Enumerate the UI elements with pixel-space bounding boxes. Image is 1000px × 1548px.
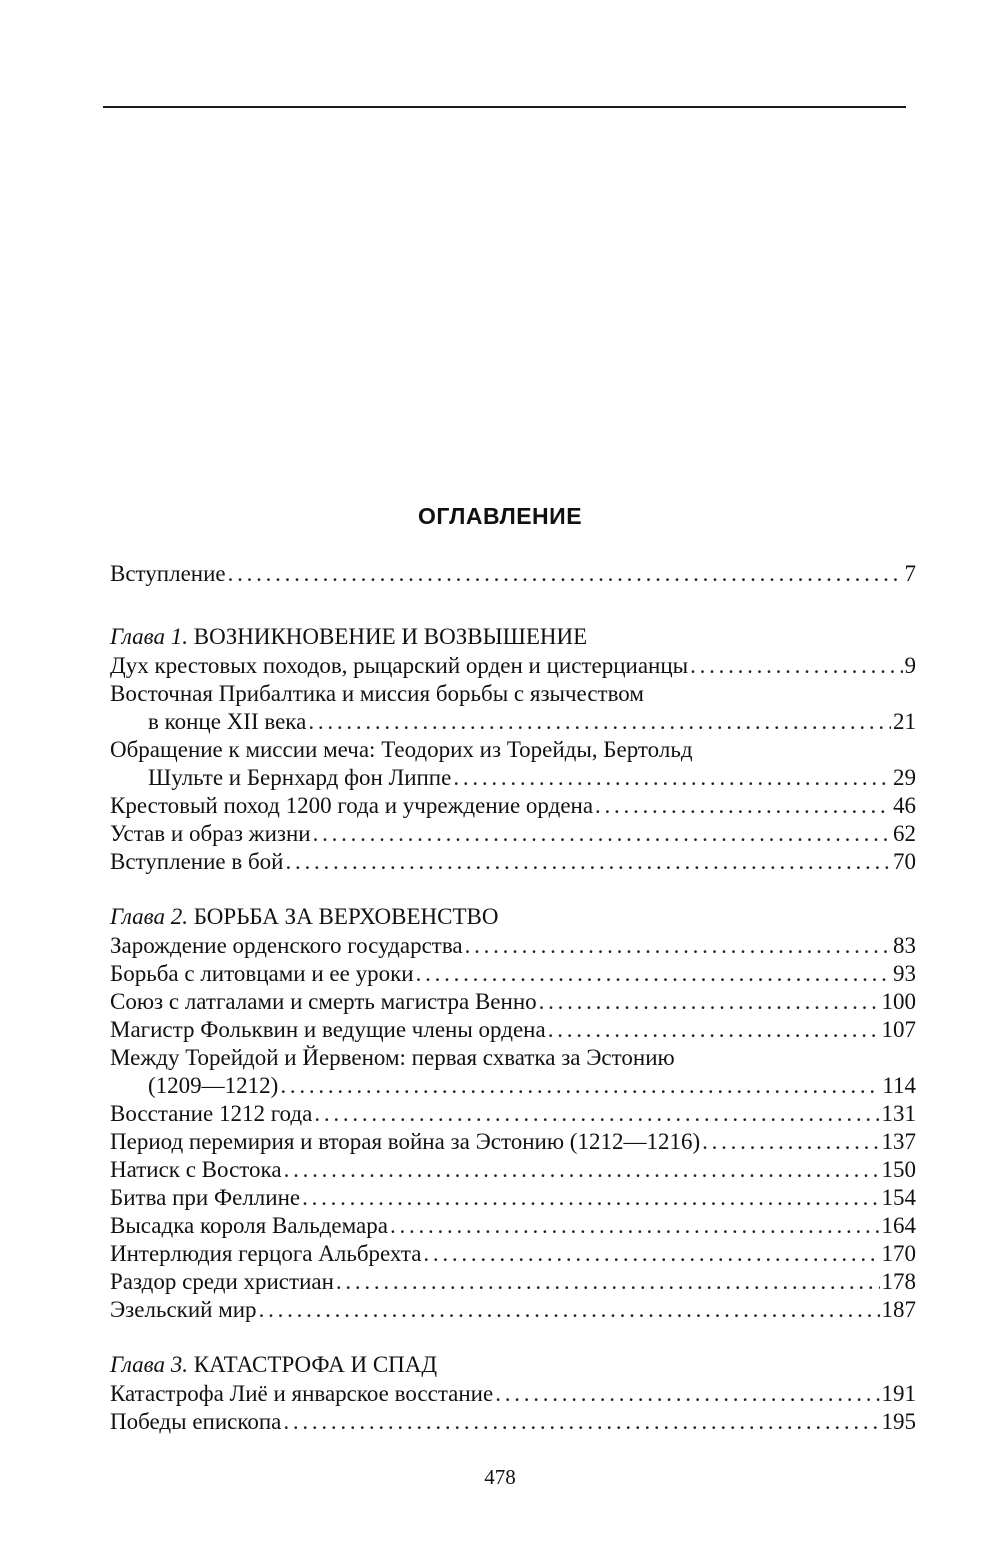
leader-dots [453,764,891,792]
entry-title: Высадка короля Вальдемара [110,1213,388,1238]
entry-page: 93 [893,961,916,986]
page-number: 478 [484,1465,516,1489]
entry-title: Восстание 1212 года [110,1101,313,1126]
leader-dots [495,1380,879,1408]
toc-entry[interactable] [110,792,916,820]
entry-title: Катастрофа Лиё и январское восстание [110,1381,494,1406]
toc-entry[interactable] [110,932,916,960]
leader-dots [280,1072,880,1100]
entry-page: 178 [881,1269,916,1294]
leader-dots [313,820,891,848]
entry-title: Дух крестовых походов, рыцарский орден и цистерцианцы [110,653,689,678]
chapter-label: Глава 2. [110,904,188,929]
entry-page: 7 [904,561,916,586]
leader-dots [308,708,891,736]
entry-title: в конце XII века [148,709,307,734]
chapter-heading-3[interactable] [110,1350,916,1380]
toc-entry[interactable] [110,848,916,876]
leader-dots [539,988,880,1016]
entry-page: 170 [881,1241,916,1266]
chapter-title: КАТАСТРОФА И СПАД [193,1352,438,1377]
toc-title: ОГЛАВЛЕНИЕ [417,503,583,529]
toc-entry[interactable] [110,652,916,680]
leader-dots [284,1156,880,1184]
entry-page: 131 [881,1101,916,1126]
entry-title: Зарождение орденского государства [110,933,463,958]
toc-entry[interactable] [110,960,916,988]
entry-page: 62 [893,821,916,846]
entry-page: 100 [881,989,916,1014]
entry-title: Борьба с литовцами и ее уроки [110,961,414,986]
entry-title: Победы епископа [110,1409,282,1434]
toc-entry[interactable] [110,1072,916,1100]
entry-page: 195 [881,1409,916,1434]
chapter-label: Глава 1. [110,624,188,649]
chapter-title: БОРЬБА ЗА ВЕРХОВЕНСТВО [193,904,499,929]
toc-entry[interactable] [110,1184,916,1212]
entry-page: 9 [904,653,916,678]
leader-dots [390,1212,880,1240]
chapter-heading-1[interactable] [110,622,916,652]
leader-dots [548,1016,880,1044]
entry-page: 107 [881,1017,916,1042]
entry-page: 70 [893,849,916,874]
toc-entry[interactable] [110,1380,916,1408]
entry-page: 114 [882,1073,916,1098]
entry-page: 46 [893,793,916,818]
toc-entry[interactable] [110,1268,916,1296]
chapter-label: Глава 3. [110,1352,188,1377]
toc-entry[interactable] [110,1128,916,1156]
entry-title: (1209—1212) [148,1073,279,1098]
entry-page: 187 [881,1297,916,1322]
entry-title: Магистр Фольквин и ведущие члены ордена [110,1017,546,1042]
toc-entry[interactable] [110,988,916,1016]
chapter-heading-2[interactable] [110,902,916,932]
entry-title: Битва при Феллине [110,1185,301,1210]
toc-entry[interactable] [110,1016,916,1044]
entry-page: 137 [881,1129,916,1154]
leader-dots [416,960,891,988]
leader-dots [302,1184,879,1212]
entry-title: Устав и образ жизни [110,821,311,846]
entry-page: 21 [893,709,916,734]
leader-dots [314,1100,879,1128]
leader-dots [228,560,903,588]
toc-entry[interactable] [110,1408,916,1436]
entry-title: Раздор среди христиан [110,1269,334,1294]
leader-dots [423,1240,879,1268]
toc-entry[interactable] [110,1296,916,1324]
chapter-title: ВОЗНИКНОВЕНИЕ И ВОЗВЫШЕНИЕ [193,624,588,649]
entry-title: Шульте и Бернхард фон Липпе [148,765,452,790]
entry-title: Крестовый поход 1200 года и учреждение ордена [110,793,594,818]
entry-title: Период перемирия и вторая война за Эстонию (1212—1216) [110,1129,701,1154]
entry-page: 29 [893,765,916,790]
entry-title-line1: Обращение к миссии меча: Теодорих из Торейды, Бертольд [110,737,693,762]
leader-dots [259,1296,880,1324]
leader-dots [336,1268,880,1296]
header-rule [103,106,906,108]
entry-page: 83 [893,933,916,958]
toc-entry[interactable] [110,820,916,848]
leader-dots [690,652,902,680]
leader-dots [286,848,892,876]
leader-dots [595,792,891,820]
entry-page: 154 [881,1185,916,1210]
entry-page: 164 [881,1213,916,1238]
entry-title: Эзельский мир [110,1297,257,1322]
leader-dots [465,932,891,960]
entry-page: 150 [881,1157,916,1182]
toc-entry[interactable] [110,1100,916,1128]
toc-entry[interactable] [110,708,916,736]
table-of-contents [110,560,916,1436]
entry-title-line1: Восточная Прибалтика и миссия борьбы с язычеством [110,681,644,706]
toc-entry[interactable] [110,1240,916,1268]
entry-title: Союз с латгалами и смерть магистра Венно [110,989,537,1014]
leader-dots [283,1408,879,1436]
toc-entry-intro[interactable] [110,560,916,588]
entry-title: Вступление в бой [110,849,284,874]
toc-entry[interactable] [110,1156,916,1184]
entry-title: Вступление [110,561,226,586]
toc-entry[interactable] [110,764,916,792]
entry-title: Интерлюдия герцога Альбрехта [110,1241,422,1266]
entry-page: 191 [881,1381,916,1406]
entry-title: Натиск с Востока [110,1157,282,1182]
toc-entry[interactable] [110,1212,916,1240]
leader-dots [702,1128,879,1156]
entry-title-line1: Между Торейдой и Йервеном: первая схватка за Эстонию [110,1045,675,1070]
